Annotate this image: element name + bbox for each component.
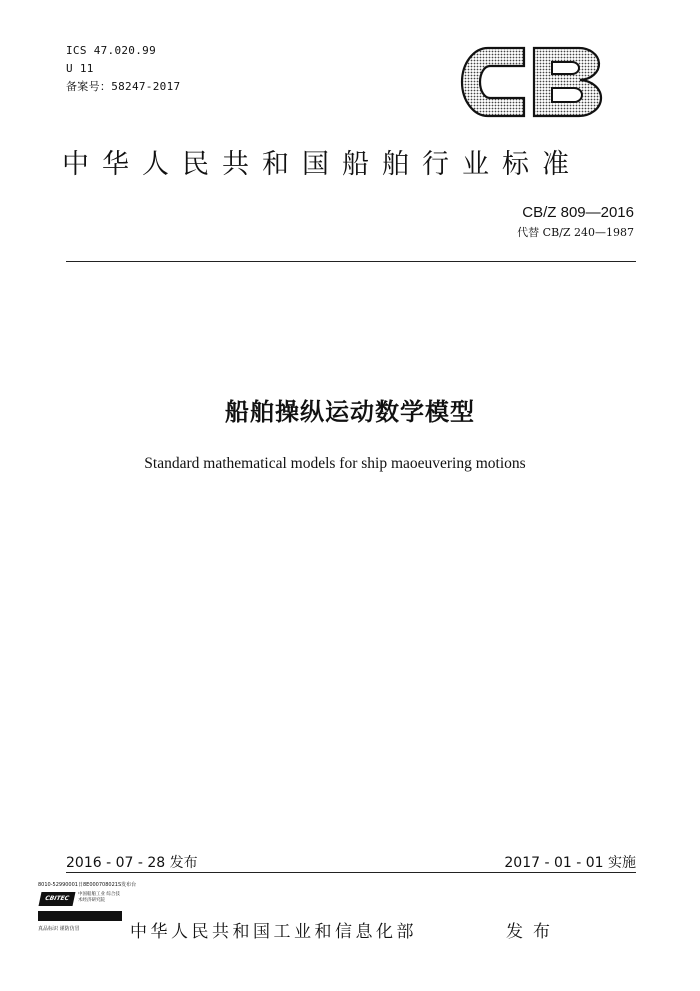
publish-label: 发布 <box>506 922 560 942</box>
document-title-zh: 船舶操纵运动数学模型 <box>225 398 475 426</box>
stamp-badge: CBITEC <box>39 892 76 906</box>
stamp-organization: 中国船舶工业 综合技术经济研究院 <box>78 892 120 903</box>
effective-date: 2017 - 01 - 01 实施 <box>504 855 636 871</box>
filing-number: 备案号：58247-2017 <box>66 80 181 93</box>
stamp-bar <box>38 911 122 921</box>
ics-code: ICS 47.020.99 <box>66 44 156 57</box>
document-title-en: Standard mathematical models for ship maoeuvering motions <box>144 455 526 472</box>
issue-date: 2016 - 07 - 28 发布 <box>66 855 198 871</box>
stamp-footer: 真品标识 谨防仿冒 <box>38 926 80 932</box>
stamp-serial: 8010-52990001日8E000708021S发布台 <box>38 882 137 888</box>
metadata-block <box>66 42 180 96</box>
replaces-standard: 代替 CB/Z 240—1987 <box>517 226 634 239</box>
standard-series-title: 中华人民共和国船舶行业标准 <box>62 149 582 180</box>
cb-logo <box>458 44 604 120</box>
standard-code-block <box>517 204 634 240</box>
standard-code: CB/Z 809—2016 <box>522 204 634 221</box>
authenticity-stamp <box>38 881 137 937</box>
classification-code: U 11 <box>66 62 94 75</box>
bottom-divider <box>66 872 636 873</box>
top-divider <box>66 261 636 262</box>
publisher: 中华人民共和国工业和信息化部 <box>130 922 417 942</box>
